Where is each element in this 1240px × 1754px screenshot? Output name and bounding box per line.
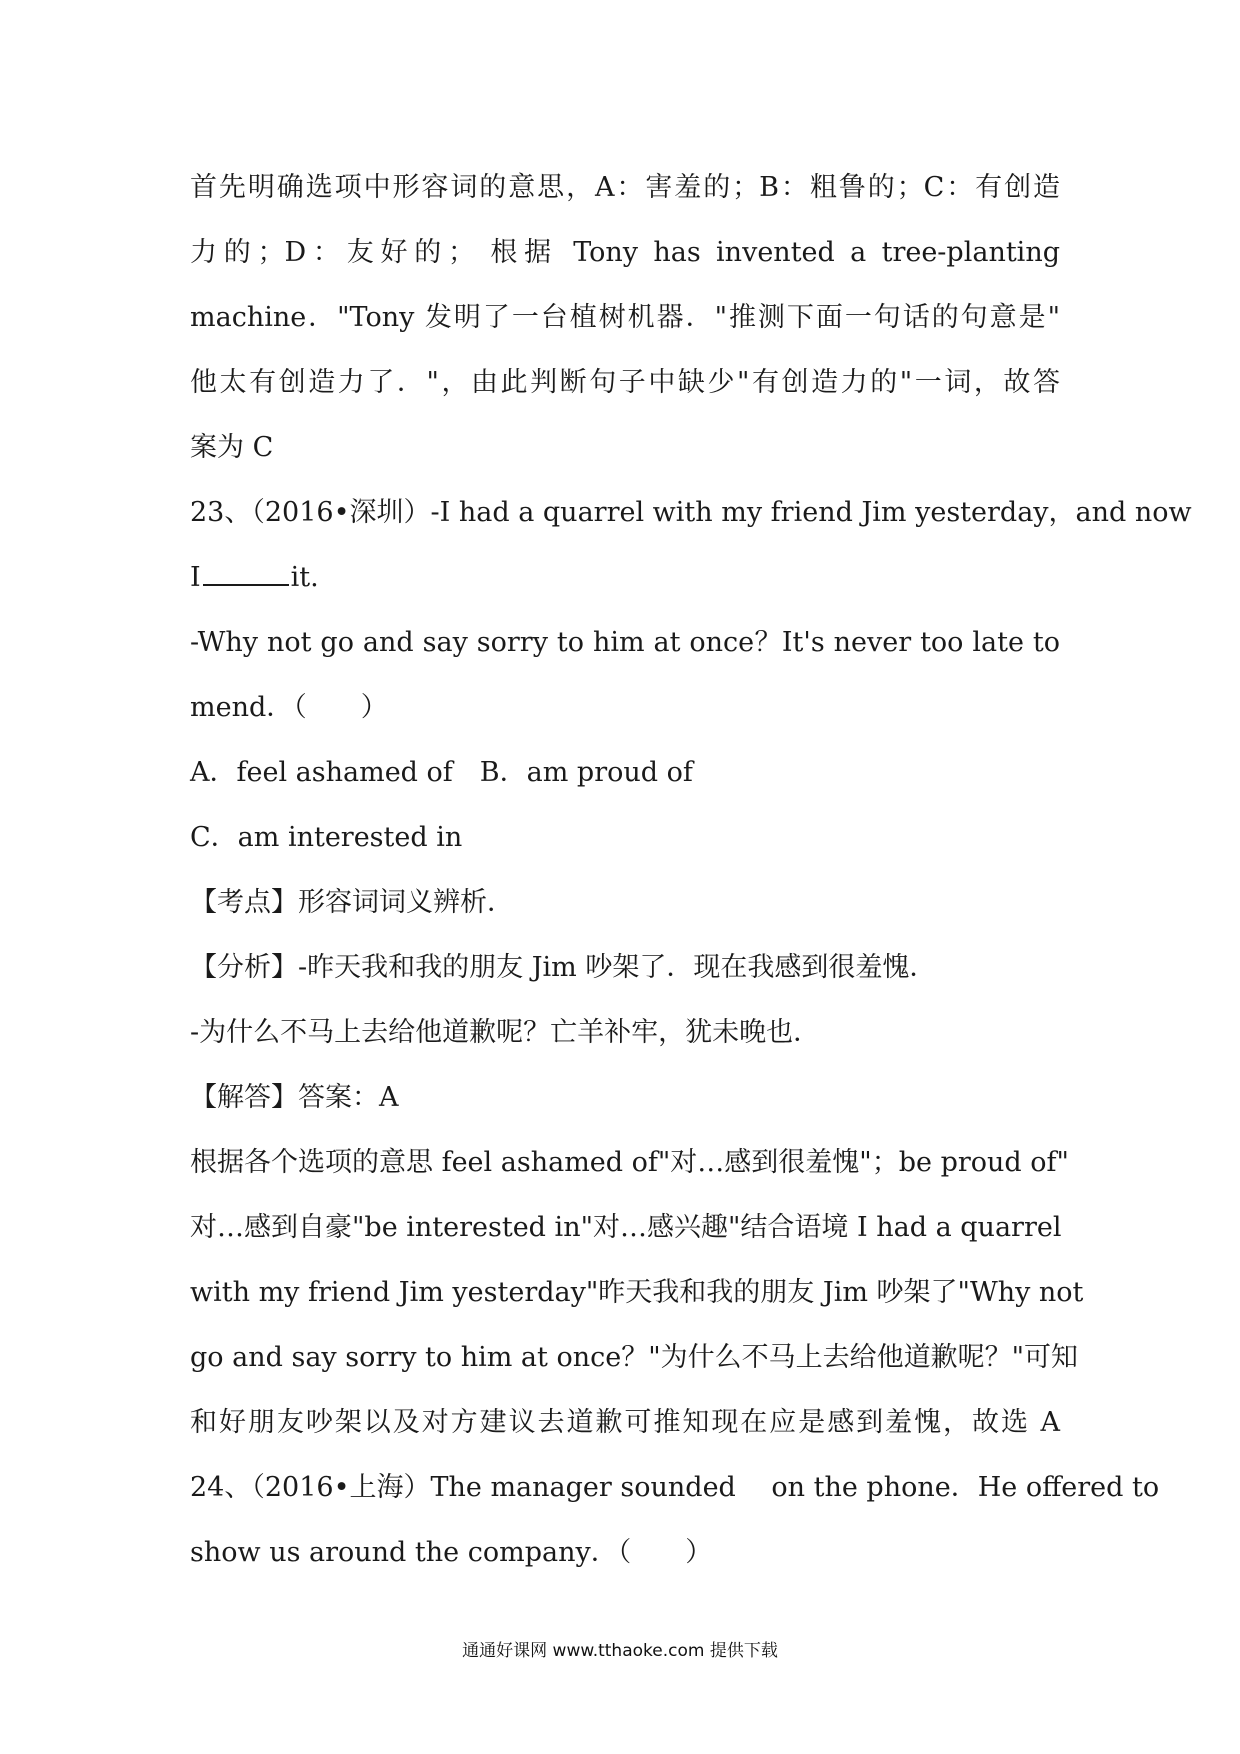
- text-line: 他太有创造力了．"，由此判断句子中缺少"有创造力的"一词，故答: [190, 367, 1060, 398]
- footer-credit: 通通好课网 www.tthaoke.com 提供下载: [462, 1641, 778, 1661]
- text-line: 根据各个选项的意思 feel ashamed of"对…感到很羞愧"；be proud of": [190, 1147, 1069, 1178]
- blank-prefix: I: [190, 562, 201, 593]
- text-line: 首先明确选项中形容词的意思，A：害羞的；B：粗鲁的；C：有创造: [190, 172, 1060, 203]
- text-line: 力的；D：友好的； 根据 Tony has invented a tree-planting: [190, 237, 1060, 268]
- kaodian-heading: 【考点】形容词词义辨析．: [190, 887, 514, 918]
- text-line: 案为 C: [190, 432, 274, 463]
- text-line: go and say sorry to him at once？"为什么不马上去给他道歉呢？"可知: [190, 1342, 1079, 1373]
- text-line: -Why not go and say sorry to him at once？It's never too late to: [190, 627, 1060, 658]
- question-24-stem: 24、（2016•上海）The manager sounded on the phone．He offered to: [190, 1472, 1160, 1503]
- text-line: show us around the company．（ ）: [190, 1537, 713, 1568]
- text-line: mend．（ ）: [190, 692, 388, 723]
- text-line: 和好朋友吵架以及对方建议去道歉可推知现在应是感到羞愧，故选 A: [190, 1407, 1060, 1438]
- option-line: C．am interested in: [190, 822, 463, 853]
- question-23-blank-line: [190, 545, 1060, 610]
- text-line: -为什么不马上去给他道歉呢？亡羊补牢，犹未晚也．: [190, 1017, 821, 1048]
- option-line: A．feel ashamed of B．am proud of: [190, 757, 693, 788]
- text-line: machine．"Tony 发明了一台植树机器．"推测下面一句话的句意是": [190, 302, 1060, 333]
- document-page: [190, 155, 1192, 1585]
- fenxi-heading: 【分析】-昨天我和我的朋友 Jim 吵架了．现在我感到很羞愧．: [190, 952, 937, 983]
- question-23-stem: 23、（2016•深圳）-I had a quarrel with my friend Jim yesterday，and now: [190, 497, 1192, 528]
- text-line: with my friend Jim yesterday"昨天我和我的朋友 Jim 吵架了"Why not: [190, 1277, 1084, 1308]
- jieda-heading: 【解答】答案：A: [190, 1082, 399, 1113]
- blank-suffix: it.: [290, 562, 319, 593]
- text-line: 对…感到自豪"be interested in"对…感兴趣"结合语境 I had a quarrel: [190, 1212, 1062, 1243]
- answer-blank: [203, 562, 289, 586]
